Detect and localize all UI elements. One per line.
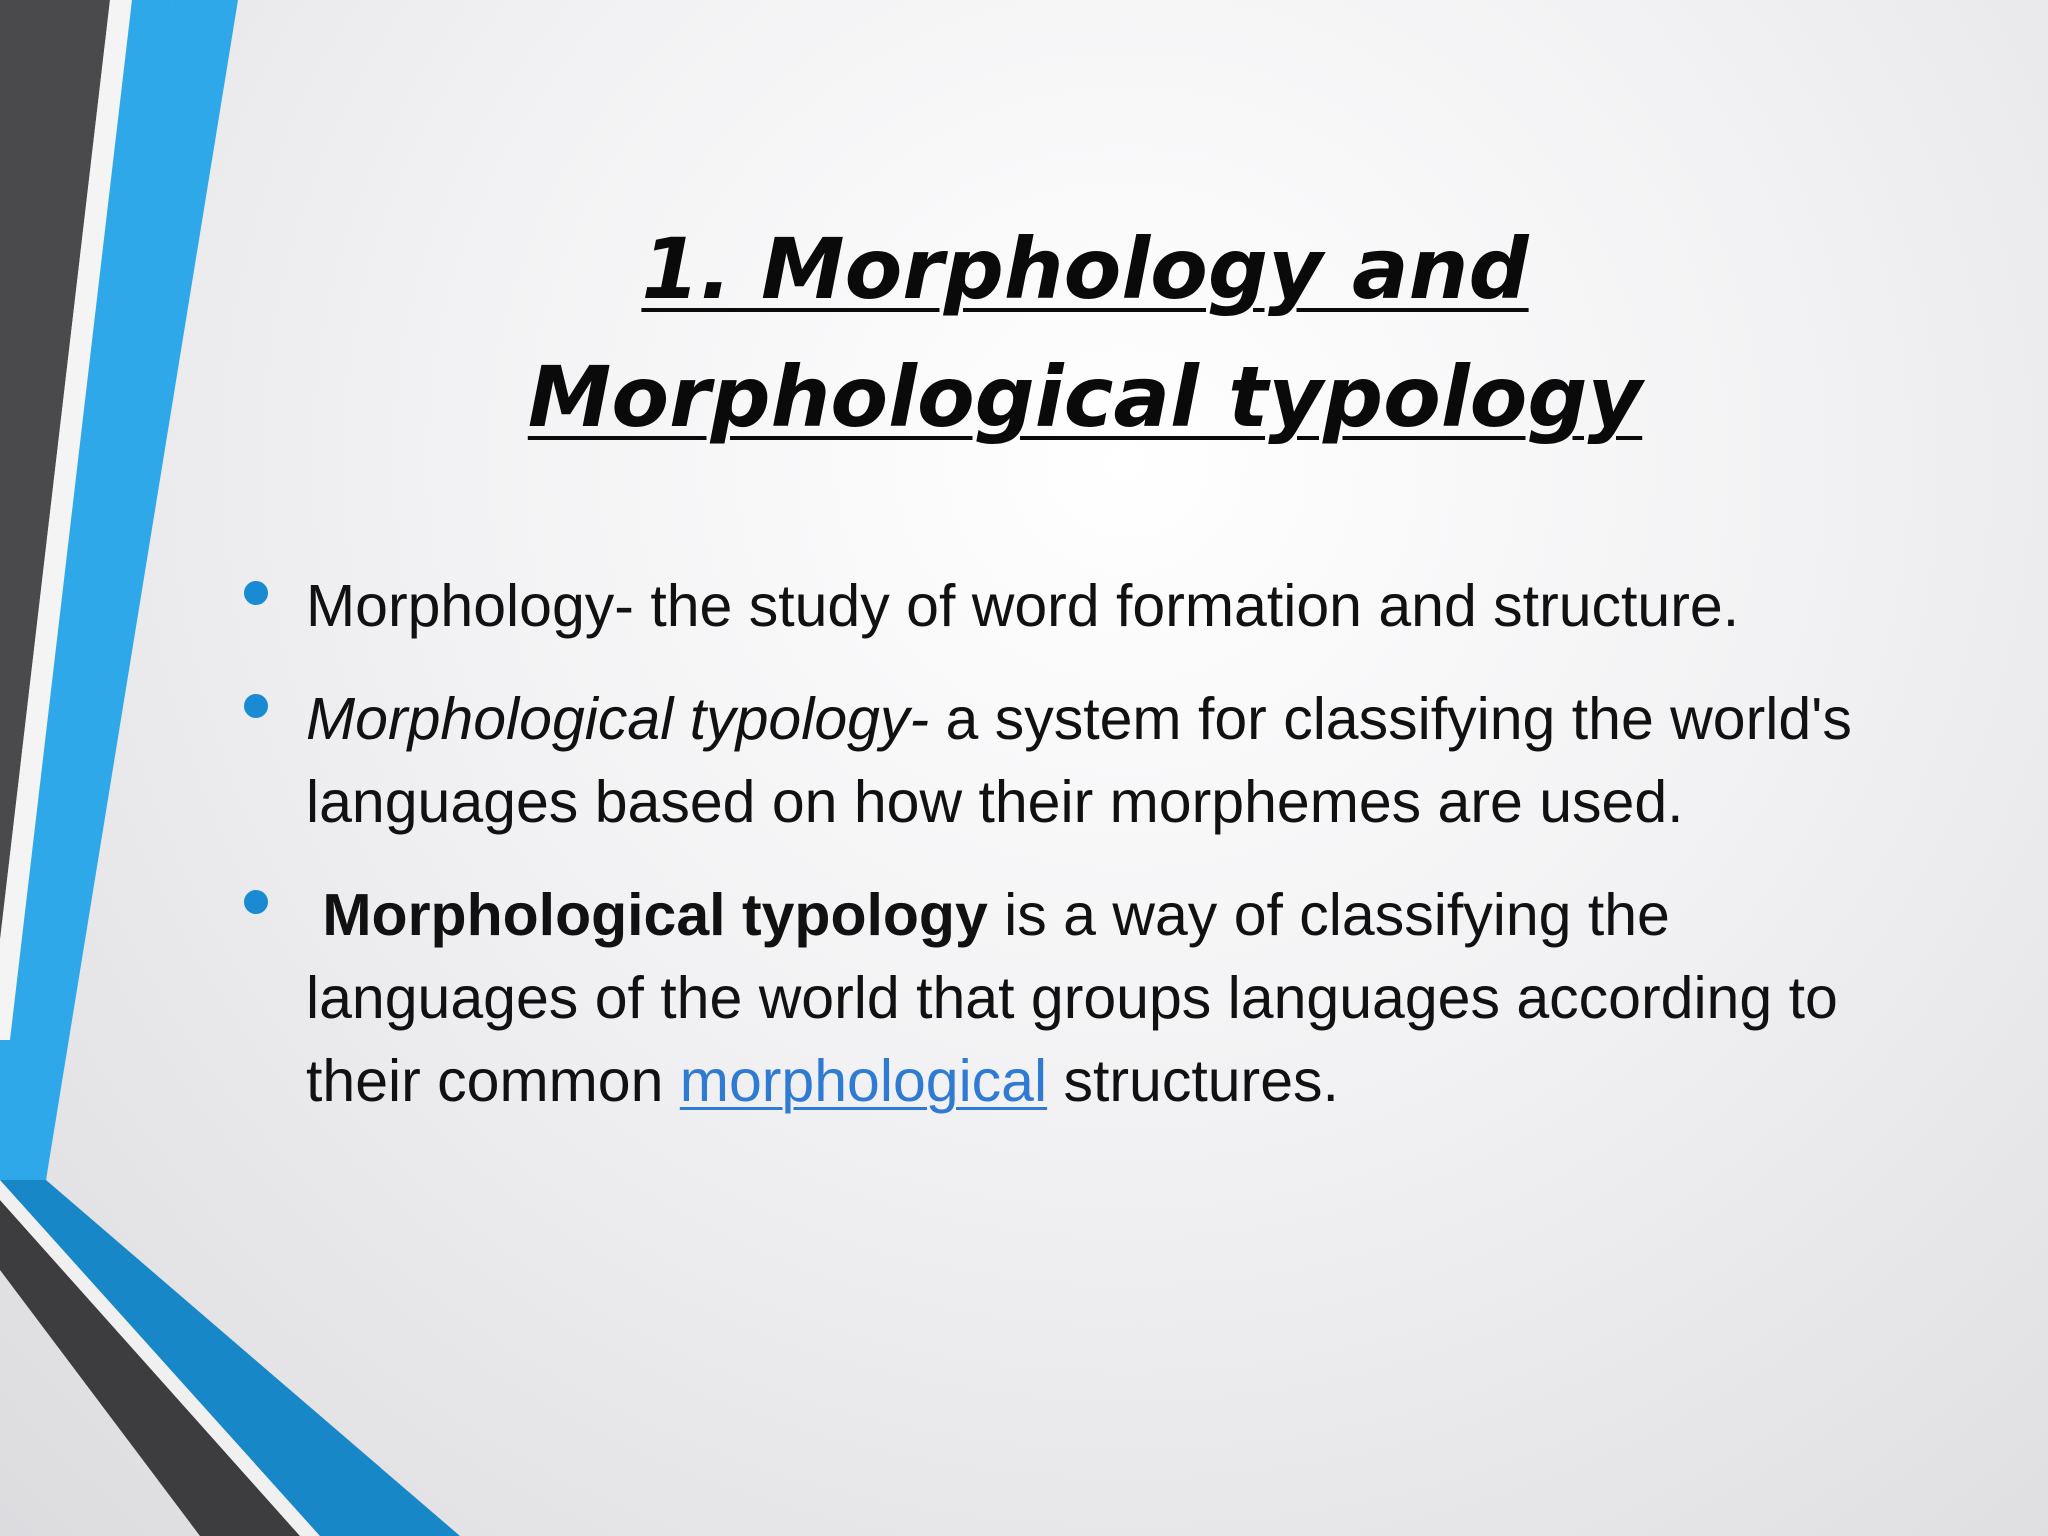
- slide-title: 1. Morphology and Morphological typology: [527, 220, 1643, 446]
- bullet-term-bold: Morphological typology: [322, 882, 988, 948]
- bullet-text: a system for classifying the world's languages based on how their morphemes are used.: [306, 686, 1852, 835]
- bullet-text-end: structures.: [1047, 1048, 1339, 1114]
- bullet-text: Morphology- the study of word formation and structure.: [306, 573, 1740, 639]
- bullet-item-typology-classification: [240, 874, 1900, 1123]
- morphological-link[interactable]: morphological: [679, 1048, 1048, 1114]
- bullet-list: [240, 565, 1900, 1153]
- bullet-item-typology-definition: [240, 678, 1900, 844]
- bullet-term-italic: Morphological typology-: [306, 686, 930, 752]
- bullet-dot-icon: [244, 890, 268, 914]
- bullet-text: is a way of classifying the languages of the world that groups languages according to their common: [306, 882, 1838, 1114]
- bullet-dot-icon: [244, 694, 268, 718]
- bullet-dot-icon: [244, 581, 268, 605]
- bullet-item-morphology: [240, 565, 1900, 648]
